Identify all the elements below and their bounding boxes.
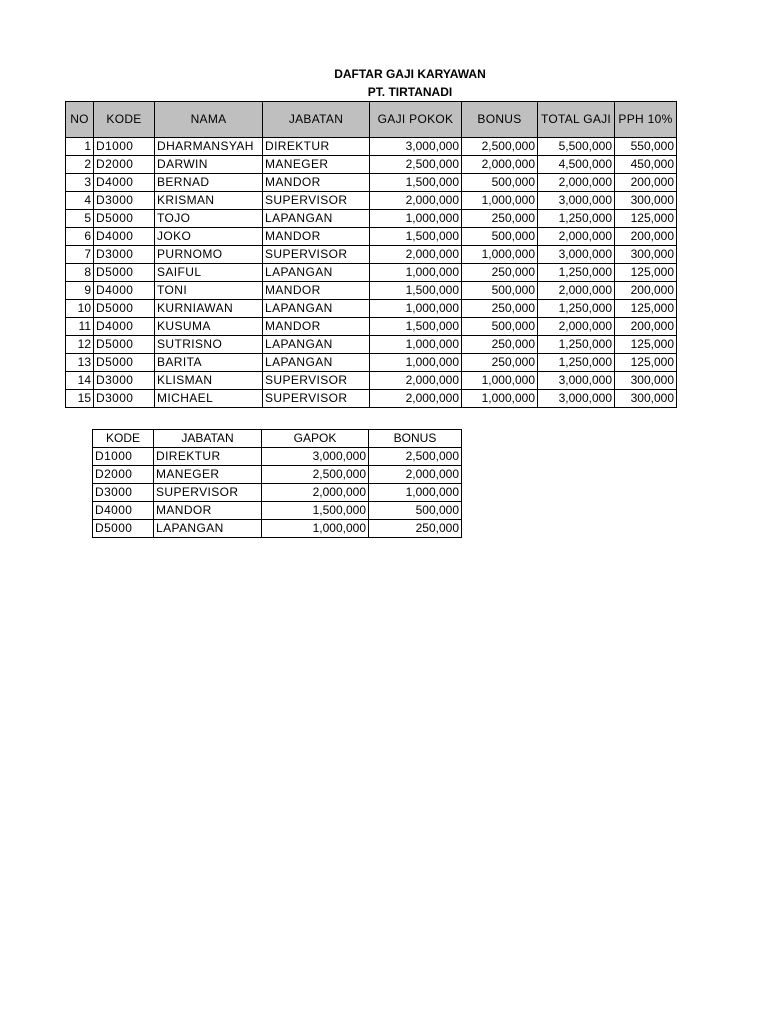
cell-pph: 550,000 [615, 138, 677, 156]
cell-bonus: 1,000,000 [462, 192, 538, 210]
cell-kode: D5000 [94, 300, 155, 318]
cell-total-gaji: 4,500,000 [538, 156, 615, 174]
cell-nama: TONI [155, 282, 263, 300]
cell-nama: KUSUMA [155, 318, 263, 336]
cell-nama: JOKO [155, 228, 263, 246]
cell-total-gaji: 3,000,000 [538, 192, 615, 210]
cell-bonus: 2,000,000 [462, 156, 538, 174]
cell-nama: KRISMAN [155, 192, 263, 210]
cell-gaji-pokok: 1,000,000 [370, 354, 462, 372]
cell-jabatan: LAPANGAN [263, 300, 370, 318]
cell-bonus: 1,000,000 [462, 246, 538, 264]
cell-nama: DHARMANSYAH [155, 138, 263, 156]
cell-no: 15 [66, 390, 94, 408]
cell-jabatan: MANDOR [263, 228, 370, 246]
cell-no: 14 [66, 372, 94, 390]
ref-cell-bonus: 250,000 [369, 520, 462, 538]
cell-total-gaji: 2,000,000 [538, 228, 615, 246]
cell-gaji-pokok: 1,500,000 [370, 282, 462, 300]
cell-jabatan: LAPANGAN [263, 354, 370, 372]
reference-table-body [93, 448, 462, 538]
cell-total-gaji: 3,000,000 [538, 372, 615, 390]
salary-table-body [66, 138, 677, 408]
cell-jabatan: MANEGER [263, 156, 370, 174]
cell-jabatan: LAPANGAN [263, 210, 370, 228]
ref-cell-gapok: 1,000,000 [262, 520, 369, 538]
cell-pph: 125,000 [615, 354, 677, 372]
cell-kode: D5000 [94, 336, 155, 354]
cell-kode: D5000 [94, 264, 155, 282]
cell-no: 12 [66, 336, 94, 354]
table-row [66, 372, 677, 390]
cell-jabatan: MANDOR [263, 318, 370, 336]
cell-nama: SUTRISNO [155, 336, 263, 354]
cell-pph: 125,000 [615, 264, 677, 282]
column-header-bonus: BONUS [462, 102, 538, 138]
cell-gaji-pokok: 1,500,000 [370, 318, 462, 336]
cell-bonus: 250,000 [462, 300, 538, 318]
ref-cell-gapok: 3,000,000 [262, 448, 369, 466]
cell-total-gaji: 2,000,000 [538, 174, 615, 192]
ref-cell-kode: D1000 [93, 448, 154, 466]
cell-nama: PURNOMO [155, 246, 263, 264]
cell-gaji-pokok: 3,000,000 [370, 138, 462, 156]
cell-no: 3 [66, 174, 94, 192]
table-row [66, 354, 677, 372]
salary-table-header-row [66, 102, 677, 138]
cell-gaji-pokok: 1,000,000 [370, 336, 462, 354]
column-header-nama: NAMA [155, 102, 263, 138]
ref-cell-bonus: 2,000,000 [369, 466, 462, 484]
cell-no: 1 [66, 138, 94, 156]
table-row [66, 156, 677, 174]
table-row [66, 318, 677, 336]
ref-column-header-gapok: GAPOK [262, 430, 369, 448]
cell-kode: D5000 [94, 210, 155, 228]
table-row [66, 174, 677, 192]
cell-total-gaji: 2,000,000 [538, 318, 615, 336]
cell-bonus: 1,000,000 [462, 372, 538, 390]
cell-jabatan: SUPERVISOR [263, 246, 370, 264]
reference-table-row [93, 484, 462, 502]
cell-kode: D3000 [94, 246, 155, 264]
cell-pph: 200,000 [615, 318, 677, 336]
cell-kode: D4000 [94, 282, 155, 300]
cell-no: 2 [66, 156, 94, 174]
ref-cell-jabatan: SUPERVISOR [154, 484, 262, 502]
cell-bonus: 1,000,000 [462, 390, 538, 408]
reference-table-row [93, 448, 462, 466]
cell-gaji-pokok: 2,000,000 [370, 372, 462, 390]
cell-nama: BERNAD [155, 174, 263, 192]
cell-kode: D4000 [94, 228, 155, 246]
table-row [66, 336, 677, 354]
cell-kode: D2000 [94, 156, 155, 174]
cell-no: 7 [66, 246, 94, 264]
cell-no: 4 [66, 192, 94, 210]
cell-bonus: 500,000 [462, 318, 538, 336]
table-row [66, 138, 677, 156]
cell-gaji-pokok: 2,000,000 [370, 246, 462, 264]
cell-total-gaji: 5,500,000 [538, 138, 615, 156]
cell-jabatan: SUPERVISOR [263, 372, 370, 390]
cell-bonus: 500,000 [462, 282, 538, 300]
cell-pph: 300,000 [615, 246, 677, 264]
cell-gaji-pokok: 1,500,000 [370, 174, 462, 192]
cell-bonus: 250,000 [462, 264, 538, 282]
cell-kode: D3000 [94, 372, 155, 390]
cell-pph: 300,000 [615, 390, 677, 408]
cell-no: 10 [66, 300, 94, 318]
table-row [66, 192, 677, 210]
cell-no: 5 [66, 210, 94, 228]
ref-cell-jabatan: LAPANGAN [154, 520, 262, 538]
ref-cell-jabatan: DIREKTUR [154, 448, 262, 466]
company-name: PT. TIRTANADI [367, 85, 453, 99]
ref-cell-bonus: 500,000 [369, 502, 462, 520]
cell-nama: SAIFUL [155, 264, 263, 282]
cell-pph: 200,000 [615, 282, 677, 300]
ref-cell-gapok: 1,500,000 [262, 502, 369, 520]
cell-gaji-pokok: 1,000,000 [370, 300, 462, 318]
cell-nama: KLISMAN [155, 372, 263, 390]
cell-no: 8 [66, 264, 94, 282]
cell-bonus: 500,000 [462, 228, 538, 246]
cell-kode: D3000 [94, 192, 155, 210]
cell-pph: 125,000 [615, 300, 677, 318]
cell-total-gaji: 1,250,000 [538, 300, 615, 318]
cell-jabatan: DIREKTUR [263, 138, 370, 156]
cell-bonus: 2,500,000 [462, 138, 538, 156]
cell-pph: 300,000 [615, 372, 677, 390]
reference-table-row [93, 520, 462, 538]
cell-no: 9 [66, 282, 94, 300]
reference-table-header-row [93, 430, 462, 448]
cell-kode: D5000 [94, 354, 155, 372]
cell-kode: D4000 [94, 174, 155, 192]
cell-kode: D3000 [94, 390, 155, 408]
document-title: DAFTAR GAJI KARYAWAN [334, 67, 486, 81]
cell-pph: 300,000 [615, 192, 677, 210]
ref-cell-kode: D3000 [93, 484, 154, 502]
cell-jabatan: SUPERVISOR [263, 390, 370, 408]
cell-nama: MICHAEL [155, 390, 263, 408]
cell-jabatan: SUPERVISOR [263, 192, 370, 210]
ref-column-header-kode: KODE [93, 430, 154, 448]
table-row [66, 300, 677, 318]
position-reference-table [92, 429, 462, 538]
cell-gaji-pokok: 2,000,000 [370, 192, 462, 210]
cell-nama: DARWIN [155, 156, 263, 174]
column-header-jabatan: JABATAN [263, 102, 370, 138]
column-header-total-gaji: TOTAL GAJI [538, 102, 615, 138]
cell-bonus: 250,000 [462, 354, 538, 372]
ref-cell-kode: D2000 [93, 466, 154, 484]
table-row [66, 246, 677, 264]
cell-gaji-pokok: 2,000,000 [370, 390, 462, 408]
table-row [66, 264, 677, 282]
cell-jabatan: MANDOR [263, 174, 370, 192]
table-row [66, 390, 677, 408]
ref-column-header-bonus: BONUS [369, 430, 462, 448]
ref-cell-kode: D5000 [93, 520, 154, 538]
ref-cell-jabatan: MANDOR [154, 502, 262, 520]
cell-jabatan: LAPANGAN [263, 264, 370, 282]
cell-gaji-pokok: 2,500,000 [370, 156, 462, 174]
reference-table-row [93, 466, 462, 484]
column-header-pph: PPH 10% [615, 102, 677, 138]
cell-nama: BARITA [155, 354, 263, 372]
cell-total-gaji: 1,250,000 [538, 264, 615, 282]
ref-cell-kode: D4000 [93, 502, 154, 520]
cell-bonus: 500,000 [462, 174, 538, 192]
ref-cell-bonus: 1,000,000 [369, 484, 462, 502]
reference-table-row [93, 502, 462, 520]
ref-cell-gapok: 2,500,000 [262, 466, 369, 484]
cell-pph: 450,000 [615, 156, 677, 174]
cell-total-gaji: 1,250,000 [538, 210, 615, 228]
cell-jabatan: MANDOR [263, 282, 370, 300]
cell-pph: 125,000 [615, 210, 677, 228]
cell-total-gaji: 3,000,000 [538, 390, 615, 408]
table-row [66, 210, 677, 228]
cell-gaji-pokok: 1,000,000 [370, 210, 462, 228]
cell-nama: KURNIAWAN [155, 300, 263, 318]
cell-total-gaji: 1,250,000 [538, 336, 615, 354]
cell-bonus: 250,000 [462, 210, 538, 228]
cell-bonus: 250,000 [462, 336, 538, 354]
cell-no: 6 [66, 228, 94, 246]
cell-nama: TOJO [155, 210, 263, 228]
cell-jabatan: LAPANGAN [263, 336, 370, 354]
cell-total-gaji: 1,250,000 [538, 354, 615, 372]
cell-kode: D4000 [94, 318, 155, 336]
ref-cell-bonus: 2,500,000 [369, 448, 462, 466]
cell-no: 13 [66, 354, 94, 372]
cell-kode: D1000 [94, 138, 155, 156]
cell-total-gaji: 2,000,000 [538, 282, 615, 300]
ref-column-header-jabatan: JABATAN [154, 430, 262, 448]
ref-cell-jabatan: MANEGER [154, 466, 262, 484]
column-header-kode: KODE [94, 102, 155, 138]
cell-total-gaji: 3,000,000 [538, 246, 615, 264]
cell-no: 11 [66, 318, 94, 336]
table-row [66, 228, 677, 246]
column-header-no: NO [66, 102, 94, 138]
salary-table [65, 101, 677, 408]
cell-gaji-pokok: 1,500,000 [370, 228, 462, 246]
table-row [66, 282, 677, 300]
cell-pph: 200,000 [615, 174, 677, 192]
ref-cell-gapok: 2,000,000 [262, 484, 369, 502]
cell-pph: 125,000 [615, 336, 677, 354]
column-header-gaji-pokok: GAJI POKOK [370, 102, 462, 138]
cell-gaji-pokok: 1,000,000 [370, 264, 462, 282]
cell-pph: 200,000 [615, 228, 677, 246]
